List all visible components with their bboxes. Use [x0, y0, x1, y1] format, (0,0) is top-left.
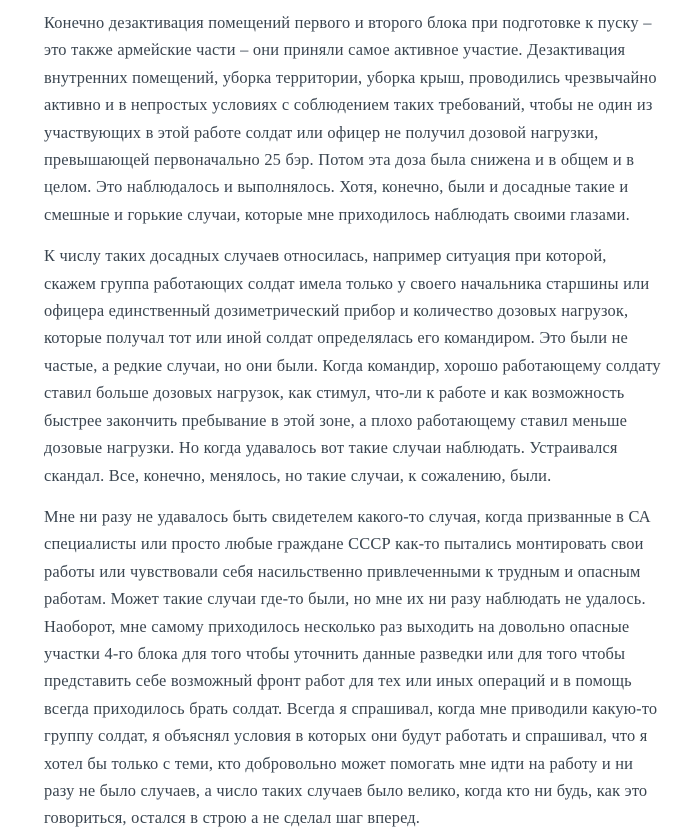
article-body — [44, 9, 662, 832]
paragraph-2: К числу таких досадных случаев относилась, например ситуация при которой, скажем группа работающих солдат имела только у своего начальника старшины или офицера единственный дозиметрический прибор и количество дозовых нагрузок, которые получал тот или иной солдат определялась его командиром. Это были не частые, а редкие случаи, но они были. Когда командир, хорошо работающему солдату ставил больше дозовых нагрузок, как стимул, что-ли к работе и как возможность быстрее закончить пребывание в этой зоне, а плохо работающему ставил меньше дозовые нагрузки. Но когда удавалось вот такие случаи наблюдать. Устраивался скандал. Все, конечно, менялось, но такие случаи, к сожалению, были. — [44, 246, 661, 485]
paragraph-1: Конечно дезактивация помещений первого и второго блока при подготовке к пуску – это также армейские части – они приняли самое активное участие. Дезактивация внутренних помещений, уборка территории, уборка крыш, проводились чрезвычайно активно и в непростых условиях с соблюдением таких требований, чтобы не один из участвующих в этой работе солдат или офицер не получил дозовой нагрузки, превышающей первоначально 25 бэр. Потом эта доза была снижена и в общем и в целом. Это наблюдалось и выполнялось. Хотя, конечно, были и досадные такие и смешные и горькие случаи, которые мне приходилось наблюдать своими глазами. — [44, 13, 657, 224]
paragraph-3: Мне ни разу не удавалось быть свидетелем какого-то случая, когда призванные в СА специалисты или просто любые граждане СССР как-то пытались монтировать свои работы или чувствовали себя насильственно привлеченными к трудным и опасным работам. Может такие случаи где-то были, но мне их ни разу наблюдать не удалось. Наоборот, мне самому приходилось несколько раз выходить на довольно опасные участки 4-го блока для того чтобы уточнить данные разведки или для того чтобы представить себе возможный фронт работ для тех или иных операций и в помощь всегда приходилось брать солдат. Всегда я спрашивал, когда мне приводили какую-то группу солдат, я объяснял условия в которых они будут работать и спрашивал, что я хотел бы только с теми, кто добровольно может помогать мне идти на работу и ни разу не было случаев, а число таких случаев было велико, когда кто ни будь, как это говориться, остался в строю а не сделал шаг вперед. — [44, 506, 658, 828]
